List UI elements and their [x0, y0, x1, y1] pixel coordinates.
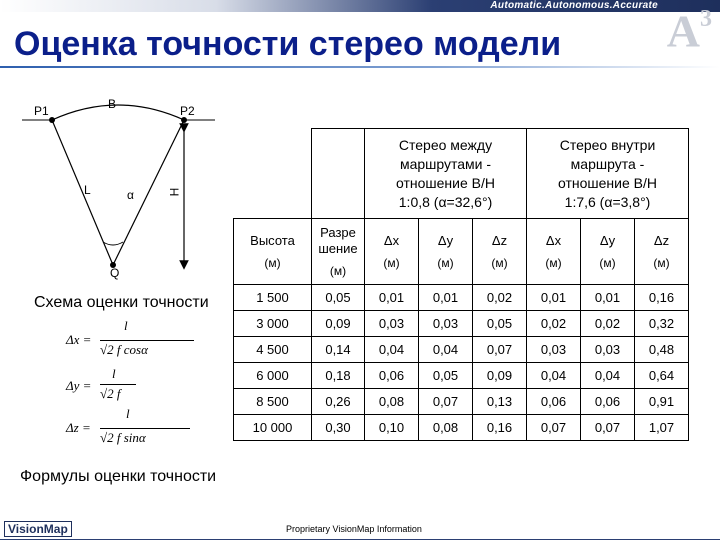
table-row: 6 000 0,18 0,06 0,05 0,09 0,04 0,04 0,64 — [234, 363, 689, 389]
baseline-arc — [52, 105, 184, 120]
formula-dz-lhs: Δz = — [66, 420, 91, 435]
label-alpha: α — [127, 188, 134, 202]
group1-line2: маршрутами - — [399, 155, 492, 172]
group-within-strip — [527, 129, 689, 219]
ray-left — [52, 120, 113, 265]
col-dy-2: Δy (м) — [581, 219, 635, 285]
table-row: 8 500 0,26 0,08 0,07 0,13 0,06 0,06 0,91 — [234, 389, 689, 415]
col-res-unit: (м) — [329, 263, 347, 278]
label-q: Q — [110, 266, 120, 280]
a3-logo — [666, 0, 712, 57]
col-dz-1: Δz (м) — [473, 219, 527, 285]
visionmap-logo: VisionMap — [4, 521, 72, 537]
camera-p1 — [49, 117, 55, 123]
col-height — [234, 219, 312, 285]
footer-text: Proprietary VisionMap Information — [286, 524, 422, 534]
group-between-strips — [365, 129, 527, 219]
formula-dz-num: l — [126, 406, 130, 421]
label-l: L — [84, 183, 91, 197]
group2-line2: маршрута - — [570, 155, 645, 172]
formula-dx — [66, 318, 206, 366]
group1-line1: Стерео между — [398, 136, 493, 153]
accuracy-table — [233, 128, 689, 441]
col-dy-1: Δy (м) — [419, 219, 473, 285]
tagline: Automatic.Autonomous.Accurate — [490, 0, 658, 11]
table-row: 3 000 0,09 0,03 0,03 0,05 0,02 0,02 0,32 — [234, 311, 689, 337]
formula-dy-num: l — [112, 366, 116, 381]
table-header-groups — [234, 129, 689, 219]
col-height-unit: (м) — [264, 255, 281, 270]
group2-line1: Стерео внутри — [559, 136, 656, 153]
label-p1: P1 — [34, 104, 49, 118]
table-row: 10 000 0,30 0,10 0,08 0,16 0,07 0,07 1,07 — [234, 415, 689, 441]
label-h: H — [167, 187, 182, 197]
group1-line3: отношение B/H — [396, 174, 495, 191]
angle-arc — [103, 242, 123, 245]
formula-dz-den: √2 f sinα — [100, 428, 190, 446]
group2-line4: 1:7,6 (α=3,8°) — [564, 193, 651, 210]
col-dx-1: Δx (м) — [365, 219, 419, 285]
col-height-name: Высота — [250, 232, 295, 248]
page-title: Оценка точности стерео модели — [14, 25, 562, 63]
formulas-block — [66, 318, 206, 450]
table-row: 1 500 0,05 0,01 0,01 0,02 0,01 0,01 0,16 — [234, 285, 689, 311]
group1-line4: 1:0,8 (α=32,6°) — [398, 193, 493, 210]
formula-dx-lhs: Δx = — [66, 332, 92, 347]
col-res-name: Разре шение — [318, 224, 358, 256]
a3-logo-letter: A — [666, 5, 700, 57]
scheme-caption: Схема оценки точности — [34, 294, 209, 311]
formulas-caption: Формулы оценки точности — [20, 468, 217, 485]
col-dz-2: Δz (м) — [635, 219, 689, 285]
formula-dy-den: √2 f — [100, 384, 136, 402]
col-dx-2: Δx (м) — [527, 219, 581, 285]
label-b: B — [108, 97, 117, 111]
col-resolution — [312, 219, 365, 285]
table-header-columns — [234, 219, 689, 285]
formula-dx-num: l — [124, 318, 128, 333]
group2-line3: отношение B/H — [558, 174, 657, 191]
formula-dy-lhs: Δy = — [66, 378, 92, 393]
formula-dy — [66, 366, 206, 406]
formula-dz — [66, 406, 206, 450]
formula-dx-den: √2 f cosα — [100, 340, 194, 358]
title-underline — [0, 66, 720, 68]
label-p2: P2 — [180, 104, 195, 118]
table-row: 4 500 0,14 0,04 0,04 0,07 0,03 0,03 0,48 — [234, 337, 689, 363]
a3-logo-sup: 3 — [700, 6, 712, 32]
